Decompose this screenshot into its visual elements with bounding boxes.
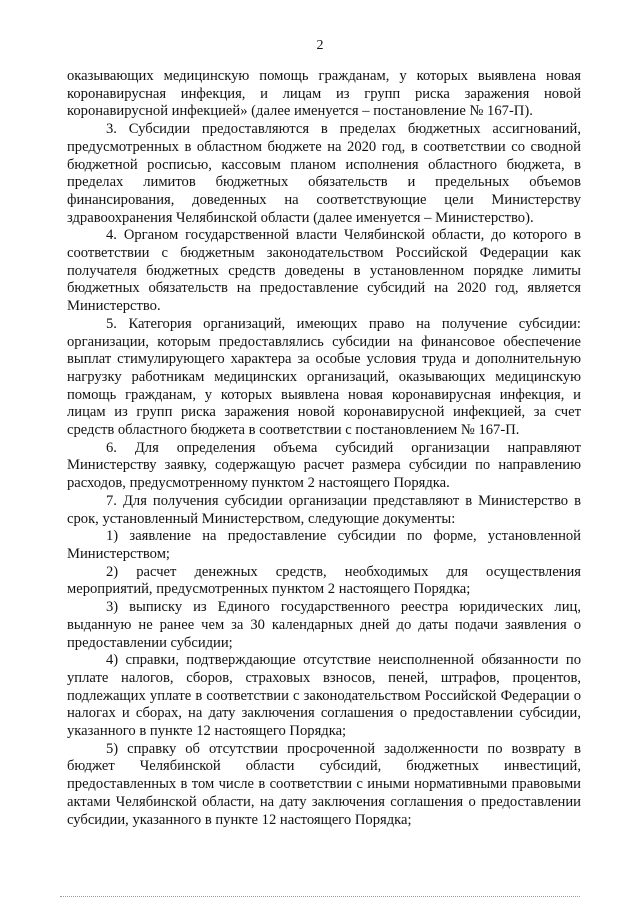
list-item-1: 1) заявление на предоставление субсидии по форме, установленной Министерством; [67, 528, 581, 562]
paragraph-item-4: 4. Органом государственной власти Челябинской области, до которого в соответствии с бюджетным законодательством Российской Федерации как получателя бюджетных средств доведены в установленном порядке лимиты бюджетных обязательств на предоставление субсидий на 2020 год, является Министерство. [67, 227, 581, 315]
list-item-2: 2) расчет денежных средств, необходимых для осуществления мероприятий, предусмотренных пунктом 2 настоящего Порядка; [67, 563, 581, 598]
list-item-5: 5) справку об отсутствии просроченной задолженности по возврату в бюджет Челябинской области субсидий, бюджетных инвестиций, предоставленных в том числе в соответствии с иными нормативными правовыми актами Челябинской области, на дату заключения соглашения о предоставлении субсидии, указанного в пункте 12 настоящего Порядка; [67, 740, 581, 828]
paragraph-item-6: 6. Для определения объема субсидий организации направляют Министерству заявку, содержащую расчет размера субсидии по направлению расходов, предусмотренному пунктом 2 настоящего Порядка. [67, 439, 581, 492]
document-body [67, 68, 581, 829]
paragraph-item-3: 3. Субсидии предоставляются в пределах бюджетных ассигнований, предусмотренных в областном бюджете на 2020 год, в соответствии со сводной бюджетной росписью, кассовым планом исполнения областного бюджета, в пределах лимитов бюджетных обязательств и предельных объемов финансирования, доведенных на соответствующие цели Министерству здравоохранения Челябинской области (далее именуется – Министерство). [67, 121, 581, 226]
list-item-3: 3) выписку из Единого государственного реестра юридических лиц, выданную не ранее чем за 30 календарных дней до даты подачи заявления о предоставлении субсидии; [67, 599, 581, 651]
bottom-scan-line [60, 896, 580, 897]
list-item-4: 4) справки, подтверждающие отсутствие неисполненной обязанности по уплате налогов, сборов, страховых взносов, пеней, штрафов, процентов, подлежащих уплате в соответствии с законодательством Российской Федерации о налогах и сборах, на дату заключения соглашения о предоставлении субсидии, указанного в пункте 12 настоящего Порядка; [67, 652, 581, 740]
paragraph-continuation: оказывающих медицинскую помощь гражданам, у которых выявлена новая коронавирусная инфекция, и лицам из групп риска заражения новой коронавирусной инфекцией» (далее именуется – постановление № 167-П). [67, 68, 581, 120]
paragraph-item-7: 7. Для получения субсидии организации представляют в Министерство в срок, установленный Министерством, следующие документы: [67, 492, 581, 527]
paragraph-item-5: 5. Категория организаций, имеющих право на получение субсидии: организации, которым предоставлялись субсидии на финансовое обеспечение выплат стимулирующего характера за особые условия труда и дополнительную нагрузку работникам медицинских организаций, оказывающих медицинскую помощь гражданам, у которых выявлена новая коронавирусная инфекция, и лицам из групп риска заражения новой коронавирусной инфекцией, за счет средств областного бюджета в соответствии с постановлением № 167-П. [67, 315, 581, 439]
page-number: 2 [316, 38, 324, 53]
